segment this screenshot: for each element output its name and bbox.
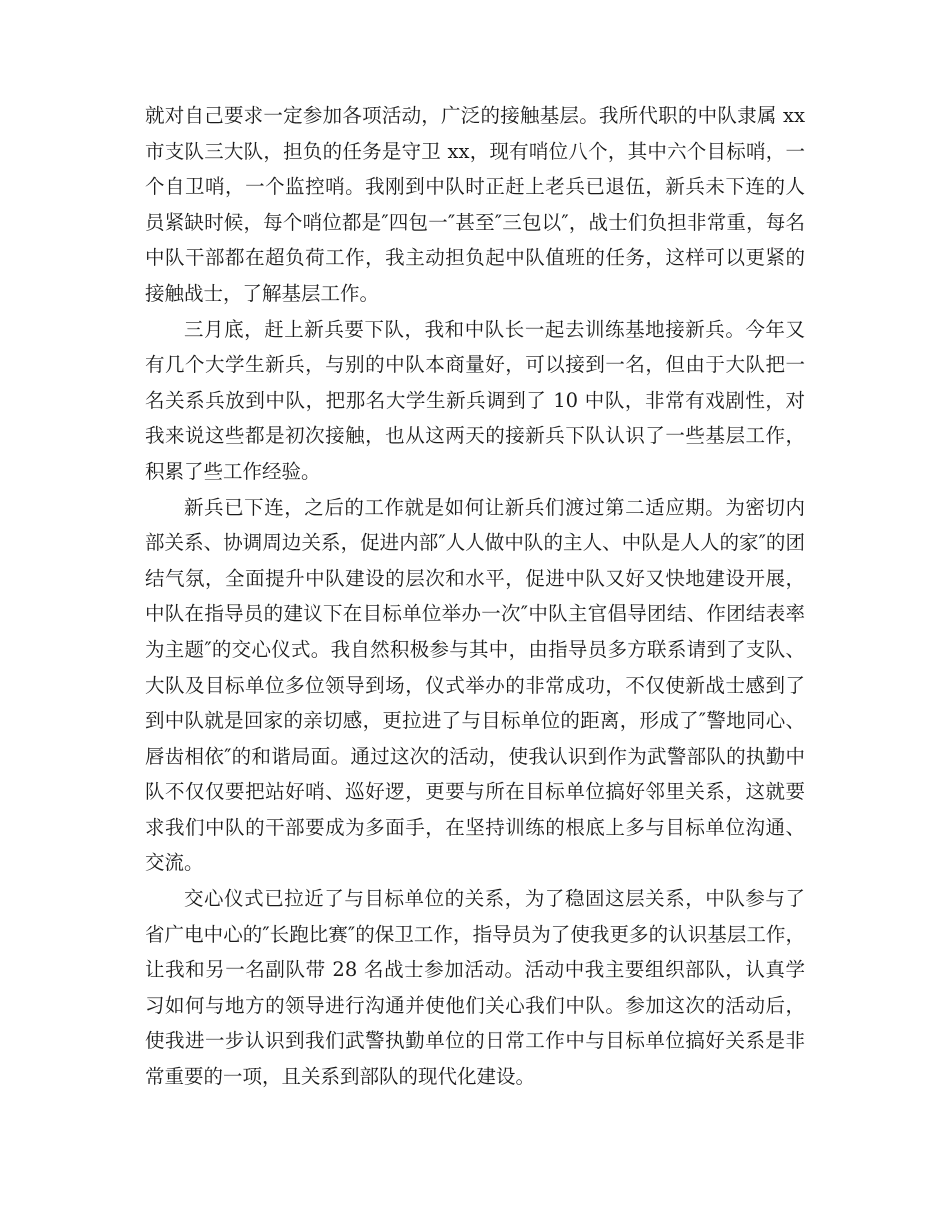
paragraph-3: 新兵已下连，之后的工作就是如何让新兵们渡过第二适应期。为密切内部关系、协调周边关系，促进内部″人人做中队的主人、中队是人人的家″的团结气氛，全面提升中队建设的层次和水平，促进中队又好又快地建设开展，中队在指导员的建议下在目标单位举办一次″中队主官倡导团结、作团结表率为主题″的交心仪式。我自然积极参与其中，由指导员多方联系请到了支队、大队及目标单位多位领导到场，仪式举办的非常成功，不仅使新战士感到了到中队就是回家的亲切感，更拉进了与目标单位的距离，形成了″警地同心、唇齿相依″的和谐局面。通过这次的活动，使我认识到作为武警部队的执勤中队不仅仅要把站好哨、巡好逻，更要与所在目标单位搞好邻里关系，这就要求我们中队的干部要成为多面手，在坚持训练的根底上多与目标单位沟通、交流。 bbox=[145, 495, 805, 875]
paragraph-1: 就对自己要求一定参加各项活动，广泛的接触基层。我所代职的中队隶属 xx 市支队三大队，担负的任务是守卫 xx，现有哨位八个，其中六个目标哨，一个自卫哨，一个监控哨。我刚到中队时正赶上老兵已退伍，新兵未下连的人员紧缺时候，每个哨位都是″四包一″甚至″三包以″，战士们负担非常重，每名中队干部都在超负荷工作，我主动担负起中队值班的任务，这样可以更紧的接触战士，了解基层工作。 bbox=[145, 104, 805, 305]
paragraph-2: 三月底，赶上新兵要下队，我和中队长一起去训练基地接新兵。今年又有几个大学生新兵，与别的中队本商量好，可以接到一名，但由于大队把一名关系兵放到中队，把那名大学生新兵调到了 10 中队，非常有戏剧性，对我来说这些都是初次接触，也从这两天的接新兵下队认识了一些基层工作，积累了些工作经验。 bbox=[145, 317, 805, 483]
document-body bbox=[145, 98, 805, 1095]
paragraph-4: 交心仪式已拉近了与目标单位的关系，为了稳固这层关系，中队参与了省广电中心的″长跑比赛″的保卫工作，指导员为了使我更多的认识基层工作，让我和另一名副队带 28 名战士参加活动。活动中我主要组织部队，认真学习如何与地方的领导进行沟通并使他们关心我们中队。参加这次的活动后，使我进一步认识到我们武警执勤单位的日常工作中与目标单位搞好关系是非常重要的一项，且关系到部队的现代化建设。 bbox=[145, 887, 805, 1089]
